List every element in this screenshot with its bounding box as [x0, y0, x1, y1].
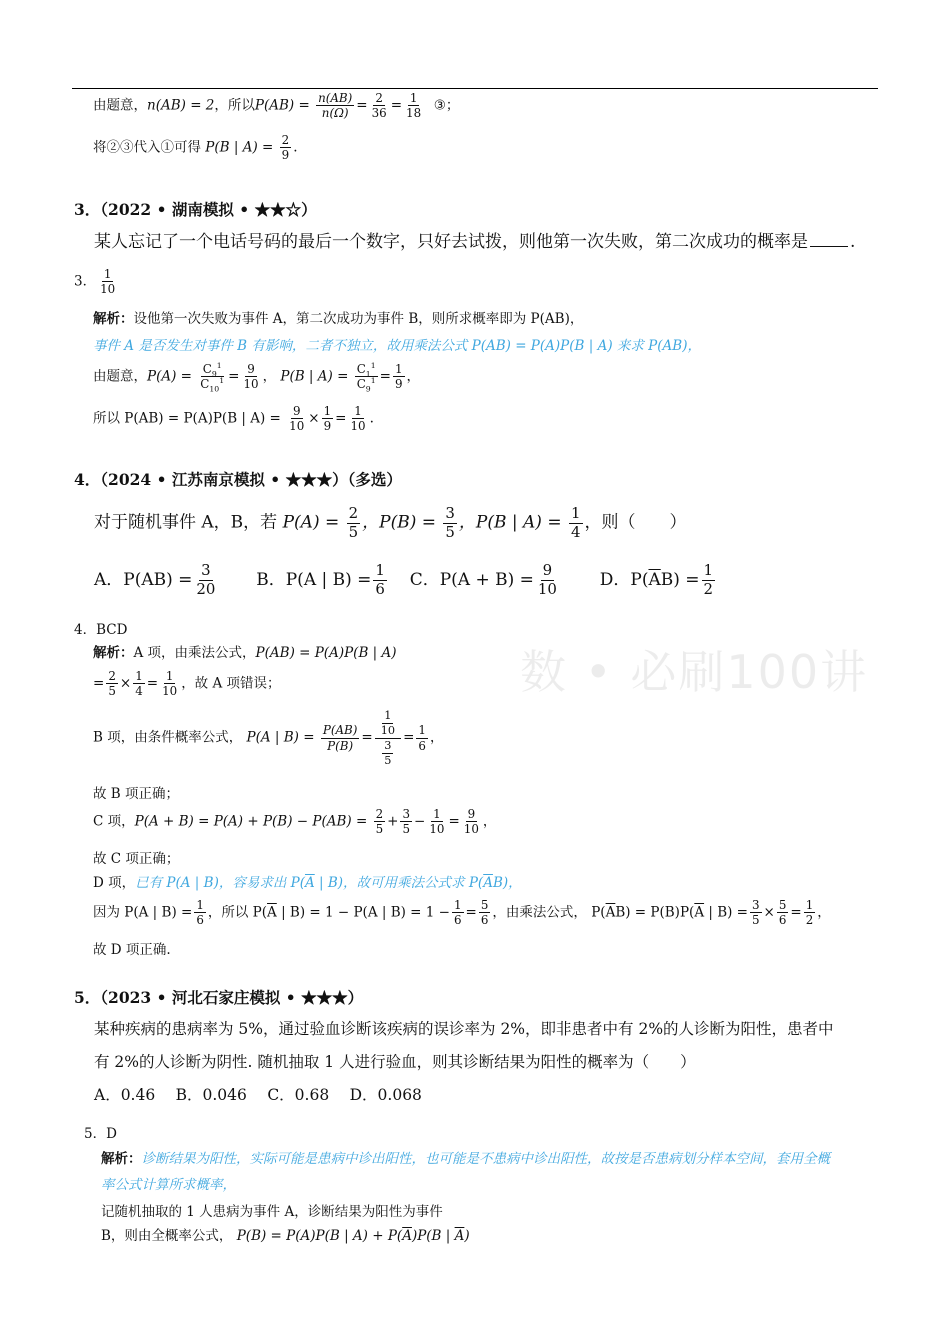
fraction: $\frac{1}{6}$ — [453, 898, 462, 928]
q4-analysis-b1: B 项，由条件概率公式， P(A | B) = $\frac{P(AB)}{P(B)}$ = $\frac{\frac{1}{10}}{\frac{3}{5}}$ = $\frac{1}{6}$ ， — [93, 709, 444, 767]
fraction: $\frac{9}{10}$ — [463, 807, 479, 837]
fraction: $\frac{1}{4}$ — [570, 504, 581, 541]
q5-analysis-3: 记随机抽取的 1 人患病为事件 A，诊断结果为阳性为事件 — [101, 1204, 443, 1220]
fraction: $\frac{3}{5}$ — [402, 807, 411, 837]
fraction: $\frac{3}{20}$ — [196, 561, 216, 598]
q4-analysis-a2: = $\frac{2}{5}$ × $\frac{1}{4}$ = $\frac{1}{10}$ ，故 A 项错误； — [93, 669, 281, 699]
fraction: $\frac{2}{9}$ — [281, 133, 290, 163]
fraction: $\frac{1}{2}$ — [805, 898, 814, 928]
fraction: $\frac{1}{6}$ — [375, 561, 385, 598]
fraction: $\frac{5}{6}$ — [480, 898, 489, 928]
fraction: $\frac{1}{10}$ — [162, 669, 178, 699]
q5-analysis-1: 解析：诊断结果为阳性，实际可能是患病中诊出阳性，也可能是不患病中诊出阳性，故按是否患病划分样本空间，套用全概 — [101, 1151, 830, 1167]
answer-blank — [810, 246, 848, 247]
q4-option-a: A．P(AB) = $\frac{3}{20}$ — [94, 561, 216, 598]
q4-analysis-c1: C 项，P(A + B) = P(A) + P(B) − P(AB) = $\frac{2}{5}$ + $\frac{3}{5}$ − $\frac{1}{10}$ = $\frac{9}{10}$ ， — [93, 807, 497, 837]
fraction: $\frac{1}{9}$ — [394, 362, 403, 392]
q4-analysis-b2: 故 B 项正确； — [93, 786, 180, 802]
watermark: 数 • 必刷100讲 — [520, 645, 869, 699]
fraction: $\frac{n(AB)}{n(\Omega)}$ — [318, 91, 353, 121]
fraction: $\frac{9}{10}$ — [243, 362, 259, 392]
fraction: $\frac{2}{5}$ — [348, 504, 359, 541]
fraction: $\frac{P(AB)}{P(B)}$ — [322, 723, 358, 753]
q3-hint: 事件 A 是否发生对事件 B 有影响，二者不独立，故用乘法公式 P(AB) = P(A)P(B | A) 来求 P(AB)， — [93, 338, 701, 354]
top-line-2: 将②③代入①可得 P(B | A) = $\frac{2}{9}$ . — [93, 133, 298, 163]
fraction: $\frac{3}{5}$ — [445, 504, 455, 541]
fraction: $\frac{1}{6}$ — [418, 723, 426, 753]
fraction: $\frac{2}{5}$ — [108, 669, 116, 699]
fraction: $\frac{2}{5}$ — [375, 807, 384, 837]
q5-answer: 5．D — [84, 1126, 117, 1142]
q4-stem: 对于随机事件 A，B，若 P(A) = $\frac{2}{5}$ ，P(B) = $\frac{3}{5}$ ，P(B | A) = $\frac{1}{4}$ ，则（ ） — [94, 504, 687, 541]
q4-hint: 已有 P(A | B)，容易求出 $P(\overline{A}$ | B)，故可用乘法公式求 $P(\overline{A}B)$， — [135, 875, 522, 891]
q4-analysis-a1: 解析：A 项，由乘法公式，P(AB) = P(A)P(B | A) — [93, 645, 397, 661]
q4-answer: 4．BCD — [74, 622, 128, 638]
fraction: $\frac{5}{6}$ — [778, 898, 787, 928]
fraction: $\frac{1}{10}$ — [100, 267, 116, 297]
fraction: $\frac{1}{4}$ — [135, 669, 143, 699]
q4-option-d: D．$P(\overline{A}B)$ = $\frac{1}{2}$ — [599, 561, 714, 598]
fraction: $\frac{1}{10}$ — [429, 807, 445, 837]
q5-analysis-4: B，则由全概率公式， P(B) = P(A)P(B | $A) + P(\overline{A})P(B$ | $\overline{A}$) — [101, 1228, 470, 1244]
header-rule — [72, 88, 878, 89]
q4-options — [94, 563, 717, 597]
fraction: $\frac{1}{2}$ — [703, 561, 714, 598]
top-line-1: 由题意，n(AB) = 2，所以P(AB) = $\frac{n(AB)}{n(\Omega)}$ = $\frac{2}{36}$ = $\frac{1}{18}$ ③； — [93, 91, 460, 121]
q5-stem-1: 某种疾病的患病率为 5%，通过验血诊断该疾病的误诊率为 2%，即非患者中有 2%的人诊断为阳性，患者中 — [94, 1020, 834, 1038]
q3-answer: 3． $\frac{1}{10}$ — [74, 267, 116, 297]
q4-analysis-d1: D 项，已有 P(A | B)，容易求出 $P(\overline{A}$ | B)，故可用乘法公式求 $P(\overline{A}B)$， — [93, 875, 522, 891]
fraction: $\frac{2}{36}$ — [371, 91, 387, 121]
q5-options: A．0.46 B．0.046 C．0.68 D．0.068 — [94, 1086, 422, 1104]
q3-analysis-1: 解析：设他第一次失败为事件 A，第二次成功为事件 B，则所求概率即为 P(AB)， — [93, 311, 584, 327]
q3-analysis-3: 由题意，P(A) = $\frac{C_9^1}{C_{10}^1}$ = $\frac{9}{10}$ ， P(B | A) = $\frac{C_1^1}{C_9^1}$ = $\frac{1}{9}$ ， — [93, 361, 420, 394]
fraction: $\frac{C_1^1}{C_9^1}$ — [356, 361, 376, 394]
q4-header: 4．（2024 • 江苏南京模拟 • ★★★）（多选） — [74, 470, 402, 489]
q5-analysis-2: 率公式计算所求概率， — [101, 1177, 236, 1193]
q3-header: 3．（2022 • 湖南模拟 • ★★☆） — [74, 200, 317, 219]
q4-analysis-d3: 故 D 项正确. — [93, 942, 171, 958]
compound-fraction: $\frac{\frac{1}{10}}{\frac{3}{5}}$ — [375, 710, 401, 766]
q5-stem-2: 有 2%的人诊断为阴性. 随机抽取 1 人进行验血，则其诊断结果为阳性的概率为（ ） — [94, 1053, 696, 1071]
q4-option-c: C．P(A + B) = $\frac{9}{10}$ — [409, 561, 557, 598]
q5-header: 5．（2023 • 河北石家庄模拟 • ★★★） — [74, 988, 364, 1007]
fraction: $\frac{9}{10}$ — [289, 404, 305, 434]
q4-option-b: B．P(A | B) = $\frac{1}{6}$ — [256, 561, 385, 598]
fraction: $\frac{1}{6}$ — [196, 898, 204, 928]
fraction: $\frac{1}{9}$ — [323, 404, 332, 434]
q4-analysis-d2: 因为 P(A | B) = $\frac{1}{6}$ ，所以 $P(\overline{A}$ | B) = 1 − P(A | B) = 1 − $\frac{1}{6}$ = $\frac{5}{6}$ ，由乘法公式， $P(\overline{A}B) = P(B)P(\overline{A}$ | B) = $\frac{3}{5}$ × $\frac{5}{6}$ = $\frac{1}{2}$ ， — [93, 898, 831, 928]
fraction: $\frac{3}{5}$ — [751, 898, 760, 928]
fraction: $\frac{1}{10}$ — [350, 404, 366, 434]
fraction: $\frac{1}{18}$ — [406, 91, 422, 121]
fraction: $\frac{9}{10}$ — [537, 561, 557, 598]
q3-stem: 某人忘记了一个电话号码的最后一个数字，只好去试拨，则他第一次失败，第二次成功的概率是 . — [94, 232, 856, 252]
fraction: $\frac{C_9^1}{C_{10}^1}$ — [200, 361, 225, 394]
q3-analysis-4: 所以 P(AB) = P(A)P(B | A) = $\frac{9}{10}$ × $\frac{1}{9}$ = $\frac{1}{10}$ . — [93, 404, 374, 434]
q4-analysis-c2: 故 C 项正确； — [93, 851, 180, 867]
